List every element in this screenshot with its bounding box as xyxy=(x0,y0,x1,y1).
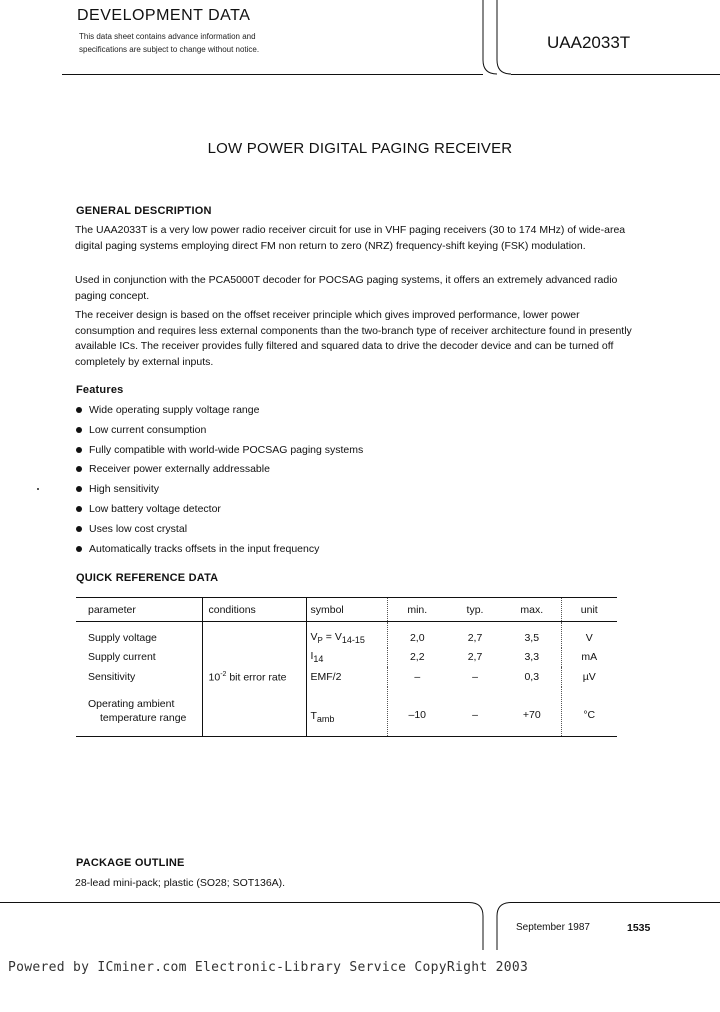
col-symbol: symbol xyxy=(306,598,387,622)
features-list xyxy=(75,402,363,560)
quick-reference-heading: QUICK REFERENCE DATA xyxy=(76,572,219,584)
feature-item: Low current consumption xyxy=(75,422,363,442)
feature-item: Receiver power externally addressable xyxy=(75,461,363,481)
document-title: LOW POWER DIGITAL PAGING RECEIVER xyxy=(207,140,513,157)
feature-item: Wide operating supply voltage range xyxy=(75,402,363,422)
cell-symbol: EMF/2 xyxy=(306,667,387,687)
package-outline-text: 28-lead mini-pack; plastic (SO28; SOT136A). xyxy=(75,877,286,889)
part-number: UAA2033T xyxy=(547,33,631,52)
col-parameter: parameter xyxy=(76,598,202,622)
table-row xyxy=(76,648,617,668)
cell-typ: 2,7 xyxy=(467,631,483,644)
quick-reference-table xyxy=(76,597,617,737)
cell-max: +70 xyxy=(503,687,561,737)
general-description-para-3: The receiver design is based on the offset receiver principle which gives improved performance, lower power consumption and requires less external components than the two-branch type of receiver architecture found in presently available ICs. The receiver provides fully filtered and squared data to drive the decoder device and can be turned off completely by external inputs. xyxy=(75,309,632,368)
cell-unit: °C xyxy=(561,687,617,737)
cell-typ: – xyxy=(472,670,478,683)
header-bracket-right xyxy=(497,0,511,74)
header-bracket-left xyxy=(483,0,497,74)
col-unit: unit xyxy=(561,598,617,622)
cell-unit: µV xyxy=(561,667,617,687)
header-note-line-1: This data sheet contains advance information and xyxy=(79,32,256,41)
cell-typ: 2,7 xyxy=(467,651,483,664)
cell-min: – xyxy=(387,667,447,687)
feature-item: Automatically tracks offsets in the input frequency xyxy=(75,541,363,561)
header-note-line-2: specifications are subject to change without notice. xyxy=(79,45,260,54)
feature-item: Fully compatible with world-wide POCSAG paging systems xyxy=(75,442,363,462)
feature-item: Low battery voltage detector xyxy=(75,501,363,521)
cell-symbol: $T_{amb}$ xyxy=(306,687,387,737)
general-description-para-1: The UAA2033T is a very low power radio receiver circuit for use in VHF paging receivers (30 to 174 MHz) of wide-area digital paging systems employing direct FM non return to zero (NRZ) frequency-shift keying (FSK) modulation. xyxy=(75,224,626,252)
cell-parameter: Supply current xyxy=(88,651,156,664)
cell-parameter: Supply voltage xyxy=(88,631,157,644)
cell-parameter: Operating ambient temperature range xyxy=(76,687,202,737)
features-heading: Features xyxy=(76,384,124,396)
cell-conditions xyxy=(202,687,306,737)
cell-symbol: $I_{14}$ xyxy=(306,648,387,668)
footer-bracket-right xyxy=(497,903,511,951)
cell-max: 3,5 xyxy=(524,631,540,644)
cell-min: –10 xyxy=(387,687,447,737)
col-typ: typ. xyxy=(447,598,503,622)
page-number: 1535 xyxy=(627,922,651,934)
package-outline-heading: PACKAGE OUTLINE xyxy=(76,857,185,869)
table-row xyxy=(76,622,617,648)
cell-conditions xyxy=(202,622,306,648)
table-row xyxy=(76,667,617,687)
cell-unit: V xyxy=(561,622,617,648)
general-description-para-2: Used in conjunction with the PCA5000T decoder for POCSAG paging systems, it offers an extremely advanced radio paging concept. xyxy=(75,274,618,302)
cell-typ: – xyxy=(447,687,503,737)
general-description-heading: GENERAL DESCRIPTION xyxy=(76,205,212,217)
footer-bracket-left xyxy=(469,903,483,951)
cell-max: 0,3 xyxy=(524,670,540,683)
cell-max: 3,3 xyxy=(524,651,540,664)
table-header-row xyxy=(76,598,617,622)
cell-conditions xyxy=(202,648,306,668)
col-max: max. xyxy=(503,598,561,622)
cell-symbol: $V_P = V_{14-15}$ xyxy=(306,622,387,648)
cell-unit: mA xyxy=(561,648,617,668)
feature-item: High sensitivity xyxy=(75,481,363,501)
cell-min: 2,2 xyxy=(387,648,447,668)
powered-by-line: Powered by ICminer.com Electronic-Library Service CopyRight 2003 xyxy=(8,960,529,975)
cell-conditions: $10^{-2}$ bit error rate xyxy=(202,667,306,687)
feature-item: Uses low cost crystal xyxy=(75,521,363,541)
footer-date: September 1987 xyxy=(516,922,590,933)
scan-speck xyxy=(37,488,39,490)
cell-min: 2,0 xyxy=(387,622,447,648)
header-title: DEVELOPMENT DATA xyxy=(77,7,251,24)
cell-parameter: Sensitivity xyxy=(88,670,136,683)
col-conditions: conditions xyxy=(202,598,306,622)
col-min: min. xyxy=(387,598,447,622)
table-row xyxy=(76,687,617,737)
